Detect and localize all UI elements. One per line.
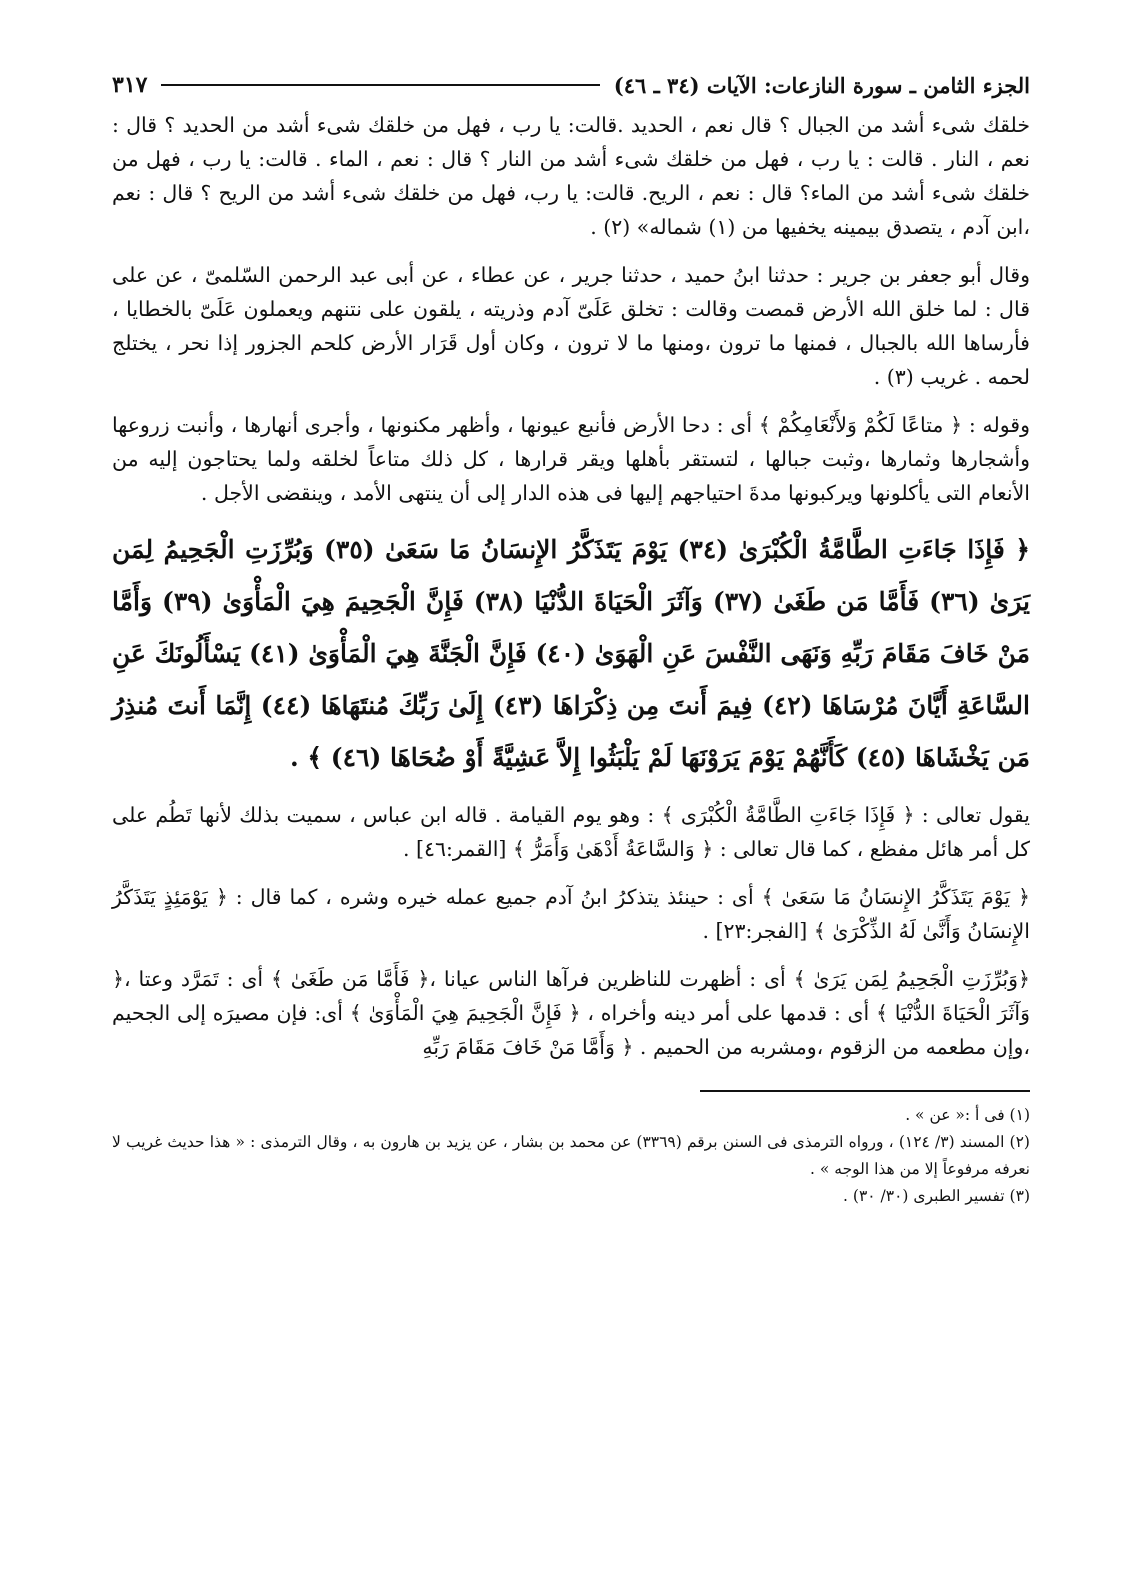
paragraph-mata-explanation: وقوله : ﴿ متاعًا لَكُمْ وَلأَنْعَامِكُمْ ﴾ أى : دحا الأرض فأنبع عيونها ، وأظهر مكنونها ، وأجرى أنهارها ، وأنبت زروعها وأشجارها وثمارها ،وثبت جبالها ، لتستقر بأهلها ويقر قرارها ، كل ذلك متاعاً لخلقه ولما يحتاجون إليه من الأنعام التى يأكلونها ويركبونها مدةَ احتياجهم إليها فى هذه الدار إلى أن ينتهى الأمد ، وينقضى الأجل .: [112, 413, 1030, 505]
footnote-divider: [700, 1090, 1030, 1092]
footnote-2: (٢) المسند (٣/ ١٢٤) ، ورواه الترمذى فى السنن برقم (٣٣٦٩) عن محمد بن بشار ، عن يزيد بن هارون به ، وقال الترمذى : « هذا حديث غريب لا نعرفه مرفوعاً إلا من هذا الوجه » .: [112, 1133, 1030, 1178]
footnote-3: (٣) تفسير الطبرى (٣٠/ ٣٠) .: [843, 1187, 1030, 1205]
header-rule: [161, 84, 599, 86]
commentary-taamma: يقول تعالى : ﴿ فَإِذَا جَاءَتِ الطَّامَّةُ الْكُبْرَى ﴾ : وهو يوم القيامة . قاله ابن عباس ، سميت بذلك لأنها تَطُم على كل أمر هائل مفظع ، كما قال تعالى : ﴿ وَالسَّاعَةُ أَدْهَىٰ وَأَمَرُّ ﴾ [القمر:٤٦] .: [112, 803, 1030, 861]
paragraph-ibn-jarir: وقال أبو جعفر بن جرير : حدثنا ابنُ حميد ، حدثنا جرير ، عن عطاء ، عن أبى عبد الرحمن السّلمىّ ، عن على قال : لما خلق الله الأرض قمصت وقالت : تخلق عَلَىّ آدم وذريته ، يلقون على نتنهم ويعملون عَلَىّ بالخطايا ، فأرساها الله بالجبال ، فمنها ما ترون ،ومنها ما لا ترون ، وكان أول قَرَار الأرض كلحم الجزور إذا نحر ، يختلج لحمه . غريب (٣) .: [112, 263, 1030, 389]
quran-verses-34-46: ﴿ فَإِذَا جَاءَتِ الطَّامَّةُ الْكُبْرَىٰ (٣٤) يَوْمَ يَتَذَكَّرُ الإِنسَانُ مَا سَعَىٰ (٣٥) وَبُرِّزَتِ الْجَحِيمُ لِمَن يَرَىٰ (٣٦) فَأَمَّا مَن طَغَىٰ (٣٧) وَآثَرَ الْحَيَاةَ الدُّنْيَا (٣٨) فَإِنَّ الْجَحِيمَ هِيَ الْمَأْوَىٰ (٣٩) وَأَمَّا مَنْ خَافَ مَقَامَ رَبِّهِ وَنَهَى النَّفْسَ عَنِ الْهَوَىٰ (٤٠) فَإِنَّ الْجَنَّةَ هِيَ الْمَأْوَىٰ (٤١) يَسْأَلُونَكَ عَنِ السَّاعَةِ أَيَّانَ مُرْسَاهَا (٤٢) فِيمَ أَنتَ مِن ذِكْرَاهَا (٤٣) إِلَىٰ رَبِّكَ مُنتَهَاهَا (٤٤) إِنَّمَا أَنتَ مُنذِرُ مَن يَخْشَاهَا (٤٥) كَأَنَّهُمْ يَوْمَ يَرَوْنَهَا لَمْ يَلْبَثُوا إِلاَّ عَشِيَّةً أَوْ ضُحَاهَا (٤٦) ﴾ .: [112, 535, 1031, 772]
paragraph-hadith-continuation: خلقك شىء أشد من الجبال ؟ قال نعم ، الحديد .قالت: يا رب ، فهل من خلقك شىء أشد من الحديد ؟ قال : نعم ، النار . قالت : يا رب ، فهل من خلقك شىء أشد من النار ؟ قال : نعم ، الماء . قالت: يا رب ، فهل من خلقك شىء أشد من الماء؟ قال : نعم ، الريح. قالت: يا رب، فهل من خلقك شىء أشد من الريح ؟ قال : نعم ،ابن آدم ، يتصدق بيمينه يخفيها من (١) شماله» (٢) .: [112, 113, 1030, 239]
commentary-burrizat: ﴿وَبُرِّزَتِ الْجَحِيمُ لِمَن يَرَىٰ ﴾ أى : أظهرت للناظرين فرآها الناس عيانا ،﴿ فَأَمَّا مَن طَغَىٰ ﴾ أى : تَمَرَّد وعتا ،﴿ وَآثَرَ الْحَيَاةَ الدُّنْيَا ﴾ أى : قدمها على أمر دينه وأخراه ، ﴿ فَإِنَّ الْجَحِيمَ هِيَ الْمَأْوَىٰ ﴾ أى: فإن مصيرَه إلى الجحيم ،وإن مطعمه من الزقوم ،ومشربه من الحميم . ﴿ وَأَمَّا مَنْ خَافَ مَقَامَ رَبِّهِ: [112, 967, 1030, 1059]
running-header: [112, 62, 1030, 108]
commentary-yatadhakkar: ﴿ يَوْمَ يَتَذَكَّرُ الإِنسَانُ مَا سَعَىٰ ﴾ أى : حينئذ يتذكرُ ابنُ آدم جميع عمله خيره وشره ، كما قال : ﴿ يَوْمَئِذٍ يَتَذَكَّرُ الإِنسَانُ وَأَنَّىٰ لَهُ الذِّكْرَىٰ ﴾ [الفجر:٢٣] .: [112, 885, 1030, 943]
page-number: ٣١٧: [112, 72, 148, 98]
header-title: الجزء الثامن ـ سورة النازعات: الآيات (٣٤ ـ ٤٦): [613, 72, 1030, 98]
book-page: [112, 62, 1030, 1210]
footnote-1: (١) فى أ :« عن » .: [905, 1106, 1030, 1124]
footnotes: [112, 1102, 1030, 1210]
